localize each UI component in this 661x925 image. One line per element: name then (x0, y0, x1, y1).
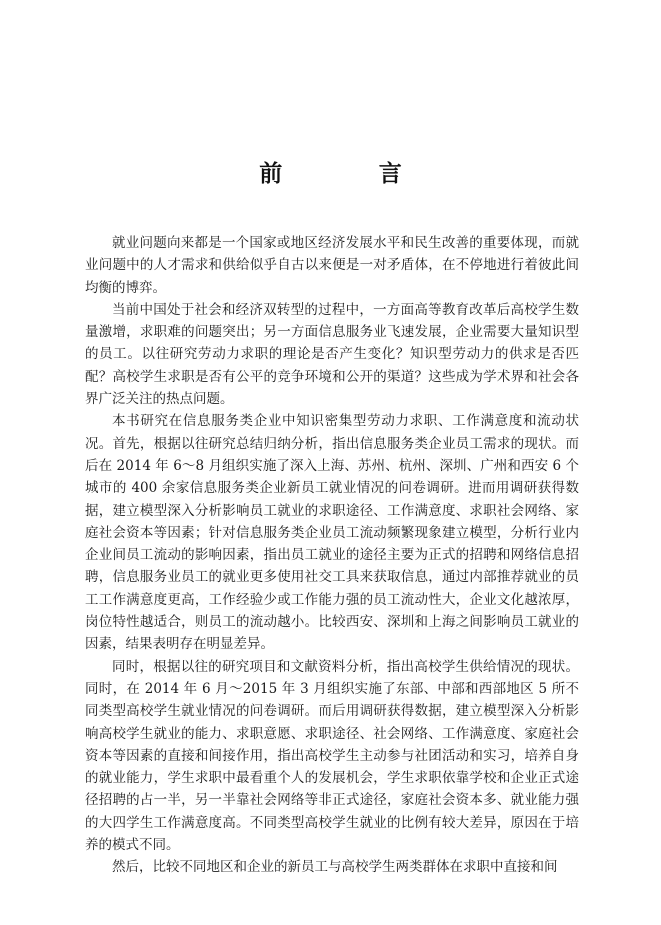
paragraph-2: 当前中国处于社会和经济双转型的过程中，一方面高等教育改革后高校学生数量激增，求职难的问题突出；另一方面信息服务业飞速发展，企业需要大量知识型的员工。以往研究劳动力求职的理论是否产生变化？知识型劳动力的供求是否匹配？高校学生求职是否有公平的竞争环境和公开的渠道？这些成为学术界和社会各界广泛关注的热点问题。 (85, 301, 579, 408)
paragraph-3: 本书研究在信息服务类企业中知识密集型劳动力求职、工作满意度和流动状况。首先，根据以往研究总结归纳分析，指出信息服务类企业员工需求的现状。而后在 2014 年 6～8 月组织实施了深入上海、苏州、杭州、深圳、广州和西安 6 个城市的 400 余家信息服务类企业新员工就业情况的问卷调研。进而用调研获得数据，建立模型深入分析影响员工就业的求职途径、工作满意度、求职社会网络、家庭社会资本等因素；针对信息服务类企业员工流动频繁现象建立模型，分析行业内企业间员工流动的影响因素，指出员工就业的途径主要为正式的招聘和网络信息招聘，信息服务业员工的就业更多使用社交工具来获取信息，通过内部推荐就业的员工工作满意度更高，工作经验少或工作能力强的员工流动性大，企业文化越浓厚，岗位特性越适合，则员工的流动越小。比较西安、深圳和上海之间影响员工就业的因素，结果表明存在明显差异。 (85, 413, 579, 653)
paragraph-4: 同时，根据以往的研究项目和文献资料分析，指出高校学生供给情况的现状。同时，在 2014 年 6 月～2015 年 3 月组织实施了东部、中部和西部地区 5 所不同类型高校学生就业情况的问卷调研。而后用调研获得数据，建立模型深入分析影响高校学生就业的能力、求职意愿、求职途径、社会网络、工作满意度、家庭社会资本等因素的直接和间接作用，指出高校学生主动参与社团活动和实习，培养自身的就业能力，学生求职中最看重个人的发展机会，学生求职依靠学校和企业正式途径招聘的占一半，另一半靠社会网络等非正式途径，家庭社会资本多、就业能力强的大四学生工作满意度高。不同类型高校学生就业的比例有较大差异，原因在于培养的模式不同。 (85, 658, 579, 854)
page-title: 前 言 (259, 161, 439, 187)
paragraph-1: 就业问题向来都是一个国家或地区经济发展水平和民生改善的重要体现，而就业问题中的人才需求和供给似乎自古以来便是一对矛盾体，在不停地进行着彼此间均衡的博弈。 (85, 235, 579, 296)
paragraph-5: 然后，比较不同地区和企业的新员工与高校学生两类群体在求职中直接和间 (112, 859, 558, 876)
body-text (85, 232, 579, 879)
